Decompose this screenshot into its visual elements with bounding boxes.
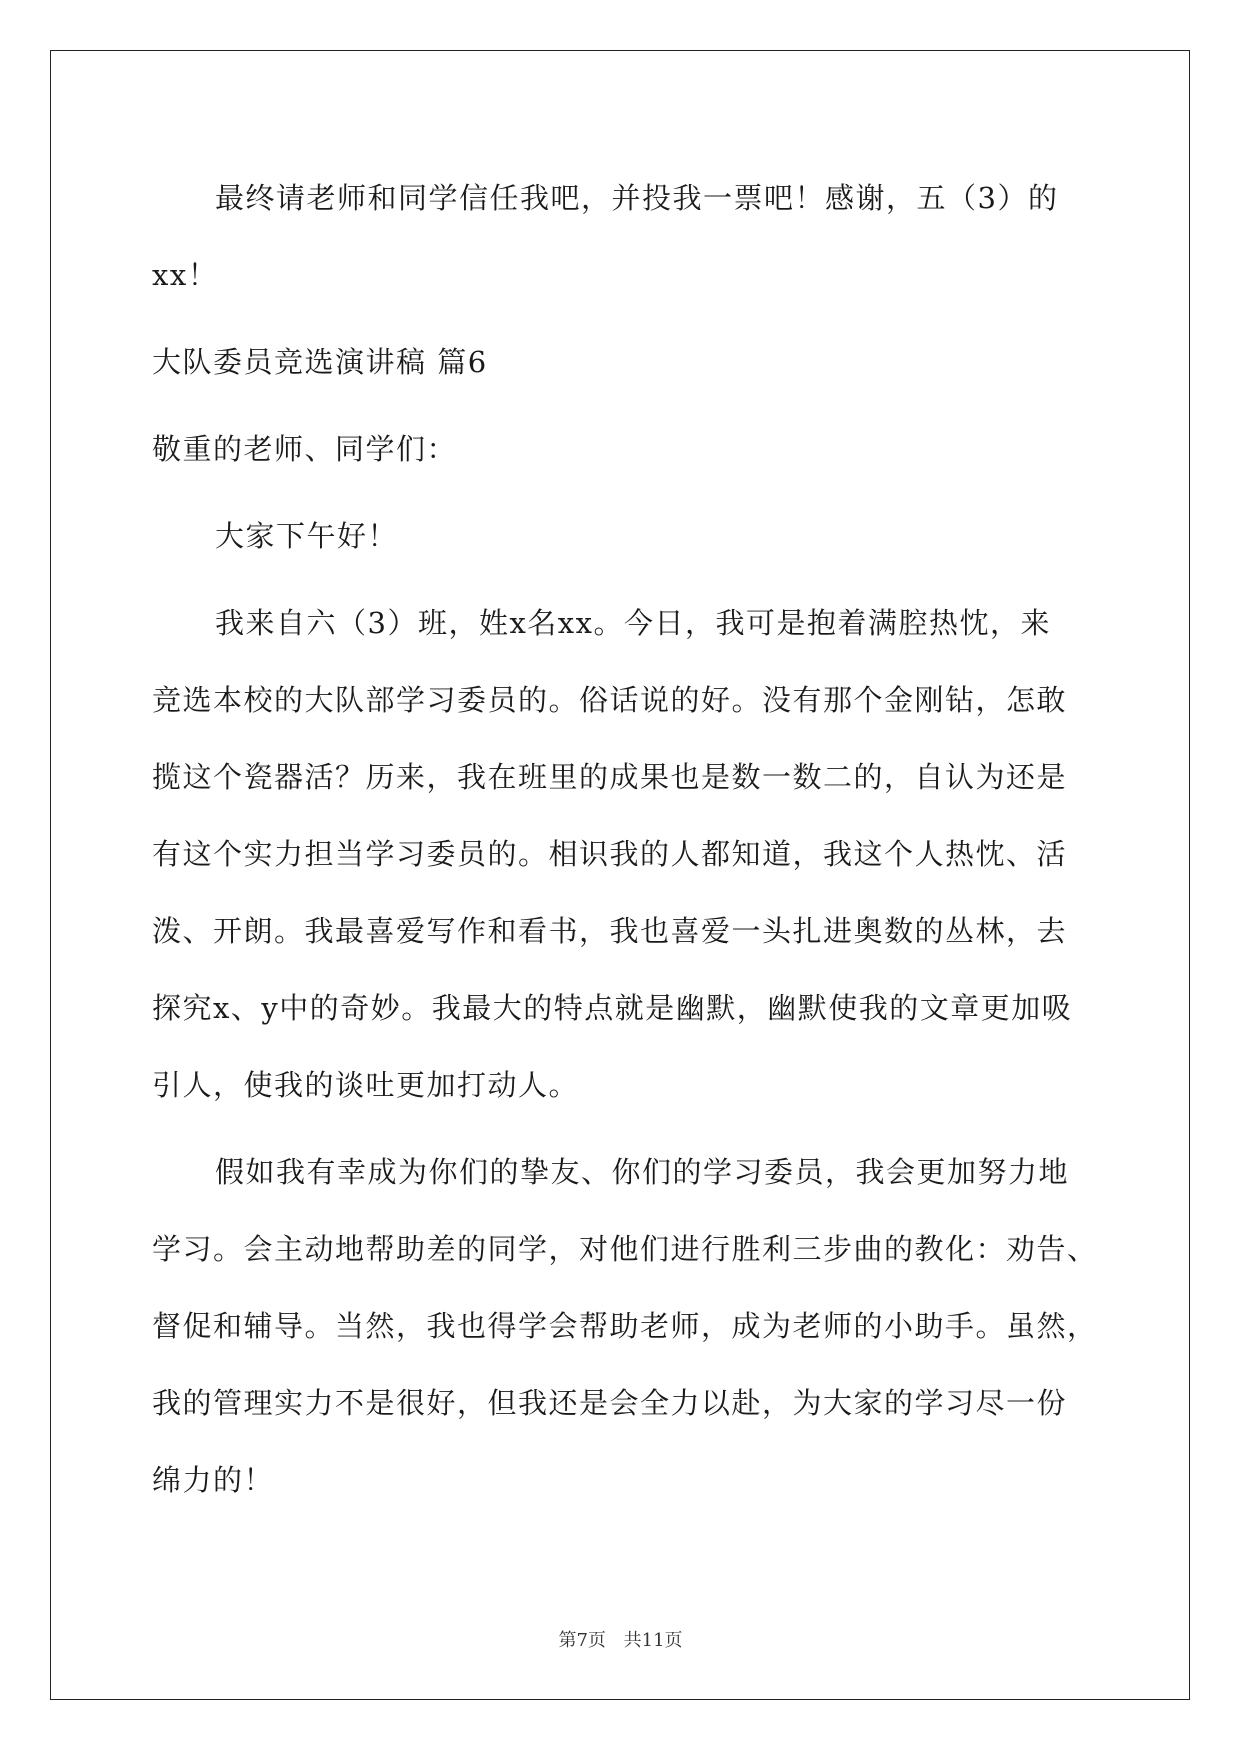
page-total: 共11页 bbox=[623, 1630, 683, 1651]
text-line: 揽这个瓷器活？历来，我在班里的成果也是数一数二的，自认为还是 bbox=[152, 760, 1068, 794]
text-line: 探究x、y中的奇妙。我最大的特点就是幽默，幽默使我的文章更加吸 bbox=[152, 991, 1073, 1025]
text-line: 有这个实力担当学习委员的。相识我的人都知道，我这个人热忱、活 bbox=[152, 837, 1068, 871]
salutation: 敬重的老师、同学们： bbox=[152, 432, 458, 466]
text-line: 我来自六（3）班，姓x名xx。今日，我可是抱着满腔热忱，来 bbox=[215, 606, 1052, 640]
paragraph-commitment bbox=[152, 1134, 1098, 1519]
text-line: 最终请老师和同学信任我吧，并投我一票吧！感谢，五（3）的 bbox=[215, 181, 1059, 215]
page-footer bbox=[0, 1626, 1241, 1652]
paragraph-introduction bbox=[152, 585, 1092, 1124]
text-line: 绵力的！ bbox=[152, 1463, 275, 1497]
greeting: 大家下午好！ bbox=[215, 519, 399, 553]
document-body bbox=[152, 160, 1098, 1519]
text-line: 泼、开朗。我最喜爱写作和看书，我也喜爱一头扎进奥数的丛林，去 bbox=[152, 914, 1068, 948]
paragraph-closing bbox=[152, 160, 1092, 314]
text-line: 我的管理实力不是很好，但我还是会全力以赴，为大家的学习尽一份 bbox=[152, 1386, 1068, 1420]
text-line: 假如我有幸成为你们的挚友、你们的学习委员，我会更加努力地 bbox=[215, 1155, 1070, 1189]
text-line: 学习。会主动地帮助差的同学，对他们进行胜利三步曲的教化：劝告、 bbox=[152, 1232, 1098, 1266]
page-number: 第7页 bbox=[558, 1630, 606, 1651]
text-line: 竞选本校的大队部学习委员的。俗话说的好。没有那个金刚钻，怎敢 bbox=[152, 683, 1068, 717]
text-line: 督促和辅导。当然，我也得学会帮助老师，成为老师的小助手。虽然， bbox=[152, 1309, 1098, 1343]
text-line: xx！ bbox=[152, 258, 219, 292]
section-heading: 大队委员竞选演讲稿 篇6 bbox=[152, 345, 488, 379]
text-line: 引人，使我的谈吐更加打动人。 bbox=[152, 1068, 580, 1102]
